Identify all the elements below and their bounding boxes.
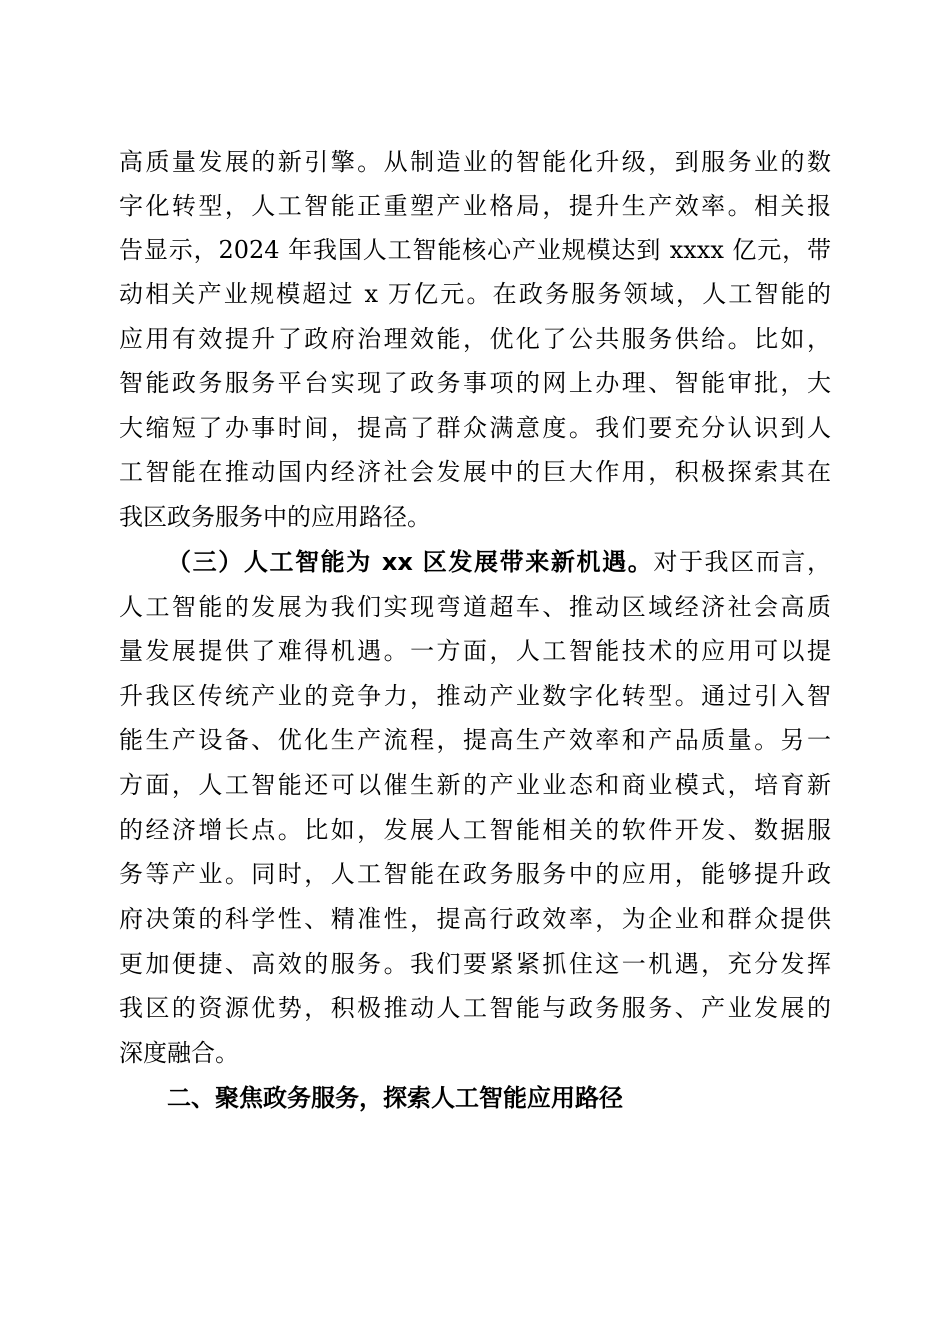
para2-line: 的经济增长点。比如，发展人工智能相关的软件开发、数据服 — [119, 816, 831, 844]
para1-line: 我区政务服务中的应用路径。 — [119, 503, 431, 531]
section-heading: 二、聚焦政务服务，探索人工智能应用路径 — [167, 1084, 623, 1112]
para1-line: 大缩短了办事时间，提高了群众满意度。我们要充分认识到人 — [119, 414, 831, 442]
para2-heading: （三）人工智能为 xx 区发展带来新机遇。 — [167, 548, 654, 576]
para2-line: 务等产业。同时，人工智能在政务服务中的应用，能够提升政 — [119, 860, 831, 888]
para2-line: 升我区传统产业的竞争力，推动产业数字化转型。通过引入智 — [119, 682, 831, 710]
para2-line: 更加便捷、高效的服务。我们要紧紧抓住这一机遇，充分发挥 — [119, 950, 831, 978]
para1-line: 告显示，2024 年我国人工智能核心产业规模达到 xxxx 亿元，带 — [119, 236, 831, 264]
para2-line: 我区的资源优势，积极推动人工智能与政务服务、产业发展的 — [119, 994, 831, 1022]
para2-first-line — [167, 542, 831, 582]
para1-line: 字化转型，人工智能正重塑产业格局，提升生产效率。相关报 — [119, 192, 831, 220]
para2-first-line-rest: 对于我区而言， — [653, 548, 832, 576]
para1-line: 动相关产业规模超过 x 万亿元。在政务服务领域，人工智能的 — [119, 280, 831, 308]
para2-line: 府决策的科学性、精准性，提高行政效率，为企业和群众提供 — [119, 905, 831, 933]
para1-line: 智能政务服务平台实现了政务事项的网上办理、智能审批，大 — [119, 369, 831, 397]
para1-line: 高质量发展的新引擎。从制造业的智能化升级，到服务业的数 — [119, 148, 831, 176]
para1-line: 工智能在推动国内经济社会发展中的巨大作用，积极探索其在 — [119, 458, 831, 486]
para2-line: 能生产设备、优化生产流程，提高生产效率和产品质量。另一 — [119, 726, 831, 754]
para2-line: 量发展提供了难得机遇。一方面，人工智能技术的应用可以提 — [119, 637, 831, 665]
para1-line: 应用有效提升了政府治理效能，优化了公共服务供给。比如， — [119, 325, 831, 353]
para2-line: 人工智能的发展为我们实现弯道超车、推动区域经济社会高质 — [119, 593, 831, 621]
para2-line: 深度融合。 — [119, 1039, 239, 1067]
para2-line: 方面，人工智能还可以催生新的产业业态和商业模式，培育新 — [119, 771, 831, 799]
